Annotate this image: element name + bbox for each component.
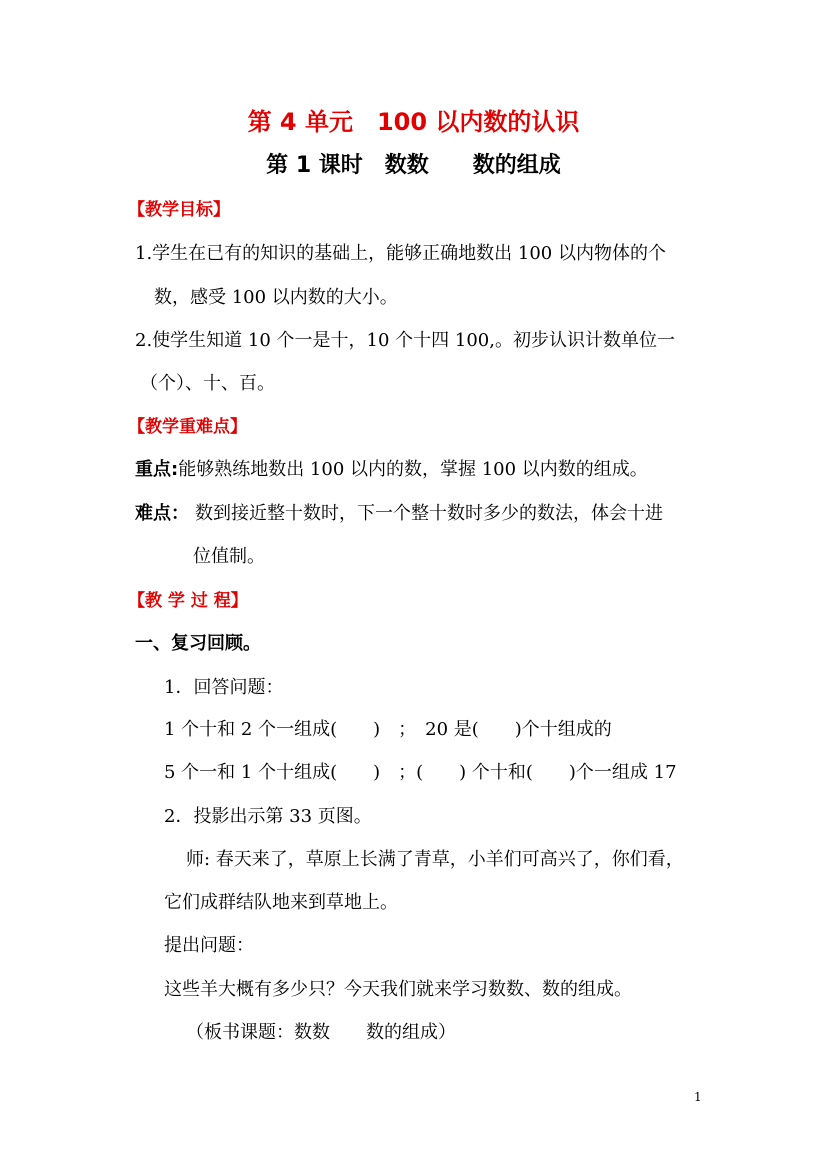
goal-1-line-2: 数，感受 100 以内数的大小。	[154, 287, 398, 308]
difficult-point-label: 难点：	[135, 503, 189, 524]
keypoints-heading: 【教学重难点】	[128, 417, 247, 437]
key-point-text: 能够熟练地数出 100 以内的数，掌握 100 以内数的组成。	[178, 459, 648, 480]
page-number: 1	[694, 1090, 702, 1104]
process-heading: 【教 学 过 程】	[128, 591, 248, 611]
key-point	[135, 458, 648, 482]
goal-1-line-1: 1.学生在已有的知识的基础上，能够正确地数出 100 以内物体的个	[135, 243, 666, 264]
question-1-line-1: 1 个十和 2 个一组成( ) ； 20 是( )个十组成的	[164, 719, 612, 740]
question-1: 1．回答问题：	[164, 677, 284, 698]
part-1-heading: 一、复习回顾。	[135, 633, 261, 654]
teacher-line-1: 师: 春天来了，草原上长满了青草，小羊们可高兴了，你们看，	[186, 849, 684, 870]
teacher-line-2: 它们成群结队地来到草地上。	[164, 892, 398, 913]
question-2: 2．投影出示第 33 页图。	[164, 806, 372, 827]
lesson-title: 第 1 课时 数数 数的组成	[266, 153, 561, 178]
ask-label: 提出问题：	[164, 935, 254, 956]
goal-2-line-1: 2.使学生知道 10 个一是十，10 个十四 100,。初步认识计数单位一	[135, 330, 675, 351]
difficult-point-text: 数到接近整十数时，下一个整十数时多少的数法，体会十进	[195, 503, 663, 524]
unit-title: 第 4 单元 100 以内数的认识	[247, 108, 580, 136]
difficult-point	[135, 502, 663, 526]
question-1-line-2: 5 个一和 1 个十组成( ) ；( ) 个十和( )个一组成 17	[164, 762, 677, 783]
goal-2-line-2: （个）、十、百。	[140, 373, 275, 394]
difficult-point-line-2: 位值制。	[193, 546, 265, 567]
ask-text: 这些羊大概有多少只？今天我们就来学习数数、数的组成。	[164, 979, 632, 1000]
goals-heading: 【教学目标】	[128, 200, 230, 220]
board-note: （板书课题：数数 数的组成）	[186, 1022, 456, 1043]
key-point-label: 重点:	[135, 459, 179, 480]
